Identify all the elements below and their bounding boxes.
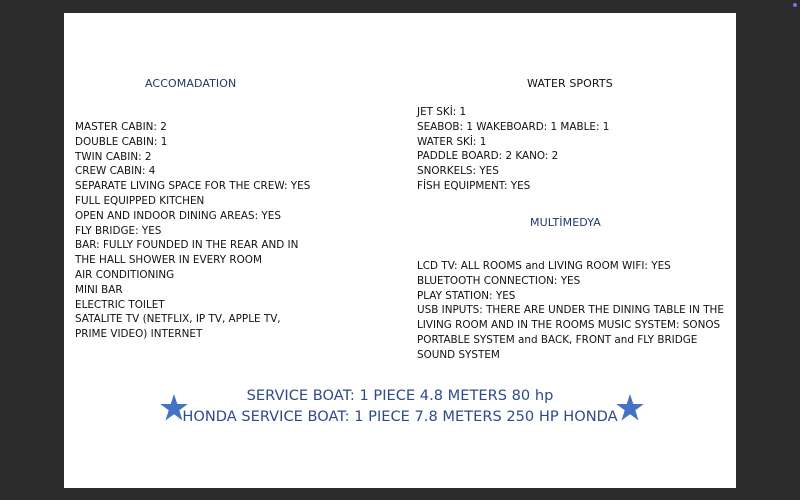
list-item: CREW CABIN: 4 bbox=[75, 165, 156, 178]
list-item: OPEN AND INDOOR DINING AREAS: YES bbox=[75, 209, 281, 222]
list-item: FLY BRIDGE: YES bbox=[75, 224, 162, 237]
list-item: BLUETOOTH CONNECTION: YES bbox=[417, 274, 581, 287]
list-item: DOUBLE CABIN: 1 bbox=[75, 135, 168, 148]
multimedia-list bbox=[417, 259, 724, 363]
list-item: PADDLE BOARD: 2 KANO: 2 bbox=[417, 150, 559, 163]
list-item: JET SKİ: 1 bbox=[417, 106, 467, 118]
list-item: LCD TV: ALL ROOMS and LIVING ROOM WIFI: YES bbox=[417, 260, 671, 272]
list-item: PORTABLE SYSTEM and BACK, FRONT and FLY BRIDGE bbox=[417, 333, 698, 346]
list-item: LIVING ROOM AND IN THE ROOMS MUSIC SYSTEM: SONOS bbox=[417, 319, 721, 332]
multimedia-heading: MULTİMEDYA bbox=[530, 216, 601, 229]
list-item: TWIN CABIN: 2 bbox=[75, 150, 152, 163]
list-item: SNORKELS: YES bbox=[417, 165, 499, 178]
list-item: SOUND SYSTEM bbox=[417, 348, 500, 361]
list-item: PLAY STATION: YES bbox=[417, 289, 516, 302]
water-sports-list bbox=[417, 105, 609, 194]
list-item: WATER SKİ: 1 bbox=[417, 135, 487, 148]
water-sports-heading: WATER SPORTS bbox=[527, 77, 613, 90]
list-item: AIR CONDITIONING bbox=[75, 268, 175, 281]
window-indicator-dot bbox=[793, 3, 797, 7]
accommodation-list bbox=[75, 120, 310, 342]
list-item: FULL EQUIPPED KITCHEN bbox=[75, 194, 205, 207]
list-item: MASTER CABIN: 2 bbox=[75, 121, 167, 133]
list-item: PRIME VIDEO) INTERNET bbox=[75, 328, 203, 341]
list-item: SATALITE TV (NETFLIX, IP TV, APPLE TV, bbox=[75, 313, 281, 326]
service-boat-line: SERVICE BOAT: 1 PIECE 4.8 METERS 80 hp bbox=[246, 387, 554, 404]
list-item: USB INPUTS: THERE ARE UNDER THE DINING TABLE IN THE bbox=[417, 304, 724, 317]
honda-service-boat-line: HONDA SERVICE BOAT: 1 PIECE 7.8 METERS 250 HP HONDA bbox=[182, 408, 618, 425]
list-item: ELECTRIC TOILET bbox=[75, 298, 165, 311]
list-item: MINI BAR bbox=[75, 283, 123, 296]
list-item: THE HALL SHOWER IN EVERY ROOM bbox=[75, 254, 262, 267]
list-item: FİSH EQUIPMENT: YES bbox=[417, 179, 531, 192]
list-item: SEPARATE LIVING SPACE FOR THE CREW: YES bbox=[75, 180, 311, 193]
list-item: BAR: FULLY FOUNDED IN THE REAR AND IN bbox=[75, 239, 299, 252]
list-item: SEABOB: 1 WAKEBOARD: 1 MABLE: 1 bbox=[417, 120, 610, 133]
document-page bbox=[64, 13, 736, 488]
accommodation-heading: ACCOMADATION bbox=[145, 77, 237, 90]
